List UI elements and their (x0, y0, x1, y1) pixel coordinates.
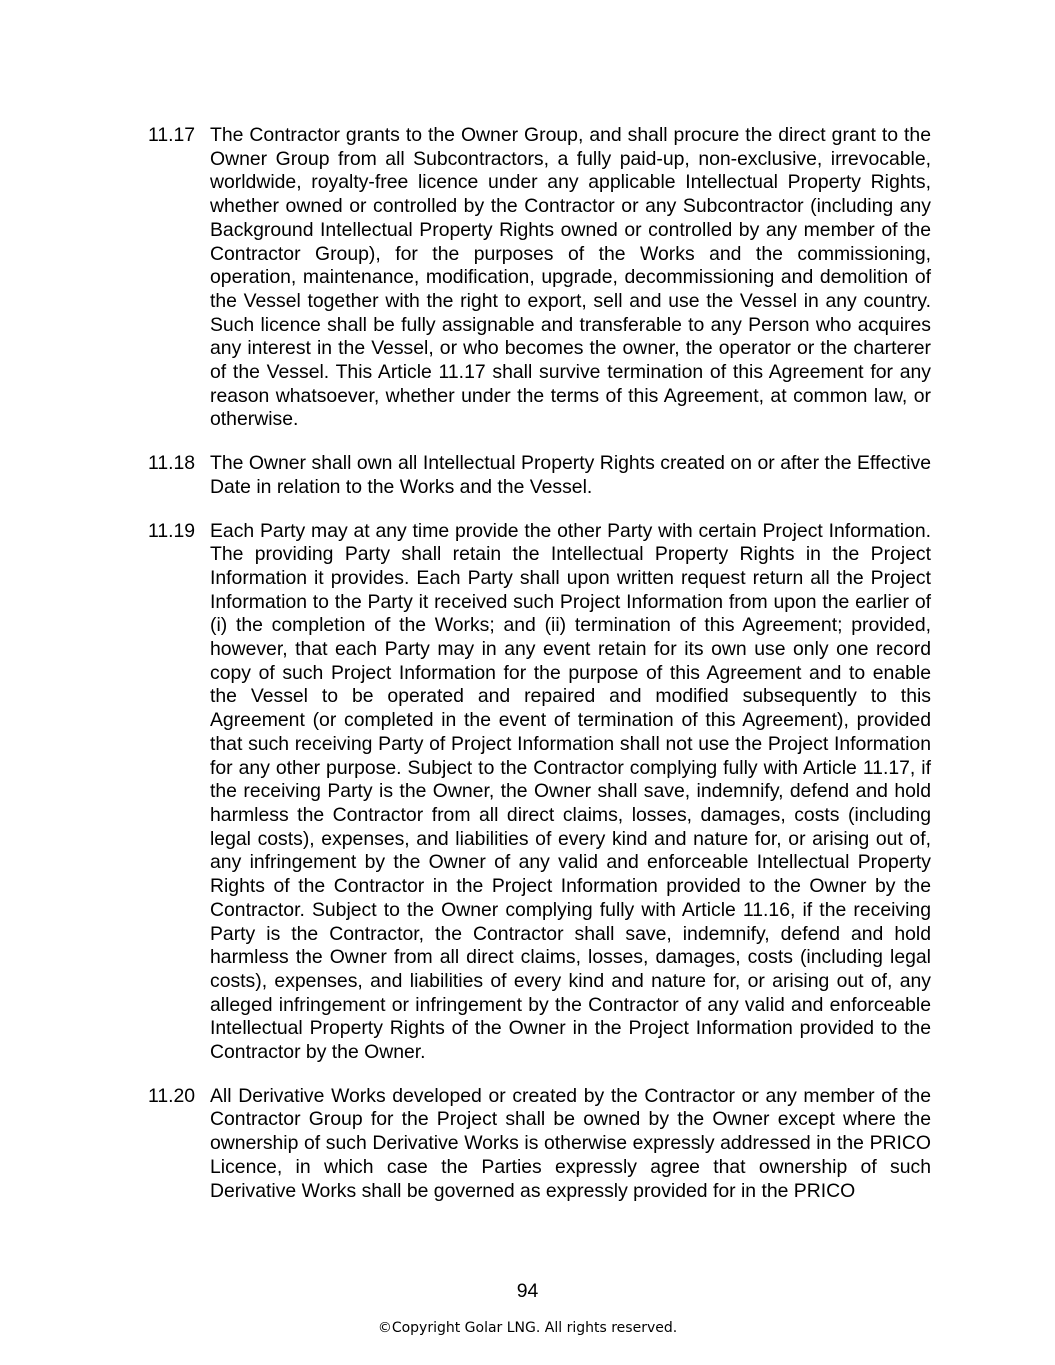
clause-number: 11.17 (148, 124, 196, 146)
clause-number: 11.19 (148, 519, 196, 542)
clause-11-17 (148, 124, 931, 432)
clause-text: All Derivative Works developed or created by the Contractor or any member of the Contractor Group for the Project shall be owned by the Owner except where the ownership of such Derivative Works is otherwise expressly addressed in the PRICO Licence, in which case the Parties expressly agree that ownership of such Derivative Works shall be governed as expressly provided for in the PRICO (210, 1084, 931, 1202)
clause-list (148, 124, 931, 1223)
clause-number: 11.18 (148, 452, 196, 475)
clause-11-19 (148, 520, 931, 1065)
clause-11-20 (148, 1085, 931, 1204)
clause-text: The Owner shall own all Intellectual Property Rights created on or after the Effective Date in relation to the Works and the Vessel. (210, 452, 931, 498)
clause-text: Each Party may at any time provide the other Party with certain Project Information. The providing Party shall retain the Intellectual Property Rights in the Project Information it provides. Each Party shall upon written request return all the Project Information to the Party it received such Project Information from upon the earlier of (i) the completion of the Works; and (ii) termination of this Agreement; provided, however, that each Party may in any event retain for its own use only one record copy of such Project Information for the purpose of this Agreement and to enable the Vessel to be operated and repaired and modified subsequently to this Agreement (or completed in the event of termination of this Agreement), provided that such receiving Party of Project Information shall not use the Project Information for any other purpose. Subject to the Contractor complying fully with Article 11.17, if the receiving Party is the Owner, the Owner shall save, indemnify, defend and hold harmless the Contractor from all direct claims, losses, damages, costs (including legal costs), expenses, and liabilities of every kind and nature for, or arising out of, any infringement by the Owner of any valid and enforceable Intellectual Property Rights of the Contractor in the Project Information provided to the Owner by the Contractor. Subject to the Owner complying fully with Article 11.16, if the receiving Party is the Contractor, the Contractor shall save, indemnify, defend and hold harmless the Owner from all direct claims, losses, damages, costs (including legal costs), expenses, and liabilities of every kind and nature for, or arising out of, any alleged infringement or infringement by the Contractor of any valid and enforceable Intellectual Property Rights of the Owner in the Project Information provided to the Contractor by the Owner. (210, 519, 931, 1064)
clause-number: 11.20 (148, 1084, 196, 1107)
page-number: 94 (516, 1280, 539, 1302)
copyright-footer: ©Copyright Golar LNG. All rights reserved. (377, 1320, 678, 1336)
clause-text: The Contractor grants to the Owner Group, and shall procure the direct grant to the Owner Group from all Subcontractors, a fully paid-up, non-exclusive, irrevocable, worldwide, royalty-free licence under any applicable Intellectual Property Rights, whether owned or controlled by the Contractor or any Subcontractor (including any Background Intellectual Property Rights owned or controlled by any member of the Contractor Group), for the purposes of the Works and the commissioning, operation, maintenance, modification, upgrade, decommissioning and demolition of the Vessel together with the right to export, sell and use the Vessel in any country. Such licence shall be fully assignable and transferable to any Person who acquires any interest in the Vessel, or who becomes the owner, the operator or the charterer of the Vessel. This Article 11.17 shall survive termination of this Agreement for any reason whatsoever, whether under the terms of this Agreement, at common law, or otherwise. (210, 124, 931, 431)
clause-11-18 (148, 452, 931, 499)
